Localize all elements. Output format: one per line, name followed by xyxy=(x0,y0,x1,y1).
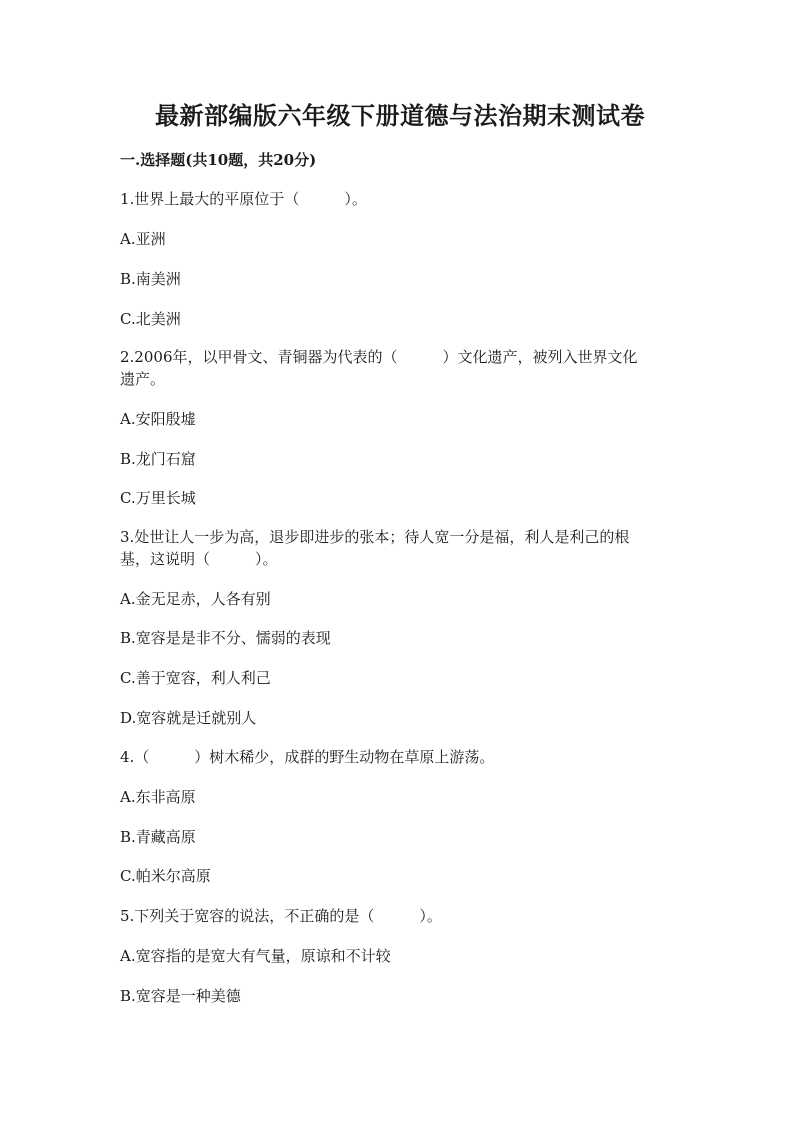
question-stem-line-2: 遗产。 xyxy=(120,370,166,388)
option-c: C.北美洲 xyxy=(120,310,181,328)
option-b: B.宽容是是非不分、懦弱的表现 xyxy=(120,629,331,647)
question-stem: 1.世界上最大的平原位于（ ）。 xyxy=(120,190,367,208)
question-stem: 5.下列关于宽容的说法，不正确的是（ ）。 xyxy=(120,907,442,925)
option-b: B.龙门石窟 xyxy=(120,450,196,468)
option-a: A.宽容指的是宽大有气量，原谅和不计较 xyxy=(120,947,391,965)
option-b: B.南美洲 xyxy=(120,270,181,288)
option-b: B.宽容是一种美德 xyxy=(120,987,241,1005)
question-stem-line-1: 3.处世让人一步为高，退步即进步的张本；待人宽一分是福，利人是利己的根 xyxy=(120,528,630,546)
option-a: A.东非高原 xyxy=(120,788,196,806)
exam-title: 最新部编版六年级下册道德与法治期末测试卷 xyxy=(155,101,645,130)
option-c: C.万里长城 xyxy=(120,489,196,507)
question-stem-line-2: 基，这说明（ ）。 xyxy=(120,550,278,568)
question-stem: 4.（ ）树木稀少，成群的野生动物在草原上游荡。 xyxy=(120,748,495,766)
option-a: A.金无足赤，人各有别 xyxy=(120,590,271,608)
option-b: B.青藏高原 xyxy=(120,828,196,846)
option-c: C.帕米尔高原 xyxy=(120,867,211,885)
option-c: C.善于宽容，利人利己 xyxy=(120,669,271,687)
option-a: A.安阳殷墟 xyxy=(120,410,196,428)
question-stem-line-1: 2.2006年，以甲骨文、青铜器为代表的（ ）文化遗产，被列入世界文化 xyxy=(120,348,638,366)
section-heading: 一.选择题(共10题，共20分) xyxy=(120,151,317,169)
option-a: A.亚洲 xyxy=(120,230,166,248)
option-d: D.宽容就是迁就别人 xyxy=(120,709,257,727)
